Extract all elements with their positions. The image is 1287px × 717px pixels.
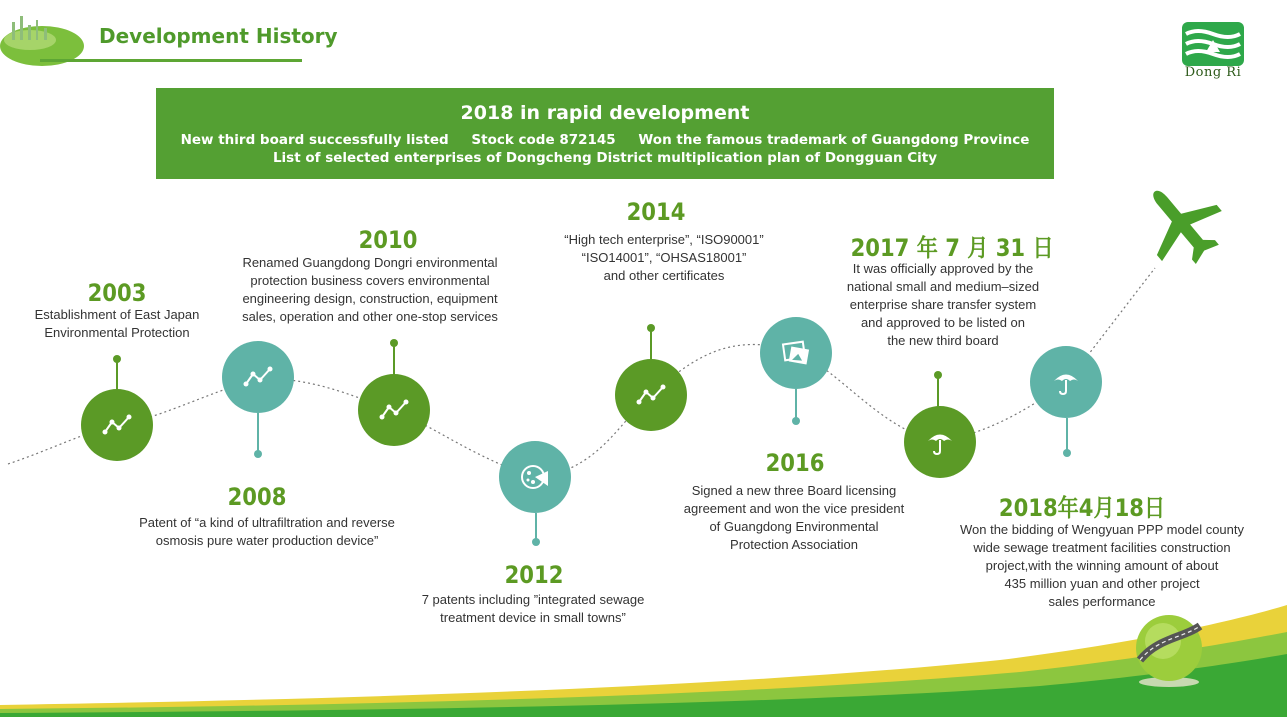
desc-line: and approved to be listed on bbox=[860, 315, 1026, 330]
year-2010: 2010 bbox=[358, 226, 418, 254]
connector-stem bbox=[393, 345, 395, 375]
desc-line: wide sewage treatment facilities construction bbox=[973, 540, 1231, 555]
desc-line: and other certificates bbox=[603, 268, 725, 283]
desc-line: Renamed Guangdong Dongri environmental bbox=[242, 255, 498, 270]
desc-line: treatment device in small towns” bbox=[440, 610, 626, 625]
connector-stem bbox=[650, 330, 652, 360]
banner-item: New third board successfully listed bbox=[180, 132, 449, 148]
desc-line: “High tech enterprise”, “ISO90001” bbox=[564, 232, 764, 247]
connector-stem bbox=[1066, 418, 1068, 451]
timeline-node-2010 bbox=[358, 374, 430, 446]
desc-line: Environmental Protection bbox=[44, 325, 190, 340]
event-desc-2010 bbox=[214, 254, 526, 326]
timeline-node-2018 bbox=[1030, 346, 1102, 418]
event-desc-2018 bbox=[936, 521, 1268, 611]
banner-item: Stock code 872145 bbox=[471, 132, 616, 148]
timeline-node-2017 bbox=[904, 406, 976, 478]
banner-line-2: List of selected enterprises of Dongcheng District multiplication plan of Dongguan City bbox=[272, 150, 938, 166]
desc-line: Establishment of East Japan bbox=[34, 307, 200, 322]
desc-line: enterprise share transfer system bbox=[849, 297, 1037, 312]
pizza-icon bbox=[520, 462, 550, 492]
dongri-logo-icon bbox=[1182, 22, 1244, 66]
title-underline bbox=[40, 59, 302, 62]
connector-dot bbox=[792, 417, 800, 425]
page-title: Development History bbox=[99, 24, 338, 48]
desc-line: the new third board bbox=[887, 333, 999, 348]
umbrella-icon bbox=[926, 428, 954, 456]
year-2003: 2003 bbox=[87, 279, 147, 307]
desc-line: Signed a new three Board licensing bbox=[691, 483, 897, 498]
desc-line: project,with the winning amount of about bbox=[985, 558, 1219, 573]
timeline-node-2003 bbox=[81, 389, 153, 461]
globe-road-icon bbox=[1128, 608, 1210, 688]
desc-line: of Guangdong Environmental bbox=[709, 519, 879, 534]
event-desc-2016 bbox=[652, 482, 936, 554]
banner-line-1 bbox=[156, 131, 1054, 149]
desc-line: osmosis pure water production device” bbox=[155, 533, 379, 548]
chart-icon bbox=[379, 399, 409, 421]
banner-item: Won the famous trademark of Guangdong Province bbox=[638, 132, 1030, 148]
banner-title: 2018 in rapid development bbox=[460, 102, 750, 124]
brand-name: Dong Ri bbox=[1184, 65, 1242, 80]
desc-line: protection business covers environmental bbox=[250, 273, 490, 288]
event-desc-2012 bbox=[386, 591, 680, 627]
connector-stem bbox=[795, 389, 797, 419]
event-desc-2008 bbox=[92, 514, 442, 550]
connector-stem bbox=[257, 413, 259, 451]
highlight-banner bbox=[156, 88, 1054, 179]
desc-line: Won the bidding of Wengyuan PPP model county bbox=[959, 522, 1245, 537]
desc-line: agreement and won the vice president bbox=[683, 501, 905, 516]
connector-stem bbox=[116, 361, 118, 389]
desc-line: Protection Association bbox=[730, 537, 858, 552]
desc-line: national small and medium–sized bbox=[846, 279, 1040, 294]
connector-dot bbox=[1063, 449, 1071, 457]
desc-line: Patent of “a kind of ultrafiltration and reverse bbox=[139, 515, 395, 530]
connector-stem bbox=[937, 377, 939, 407]
year-2016: 2016 bbox=[765, 449, 825, 477]
desc-line: It was officially approved by the bbox=[852, 261, 1034, 276]
year-2018: 2018年4月18日 bbox=[998, 494, 1166, 522]
chart-icon bbox=[636, 384, 666, 406]
desc-line: 7 patents including ”integrated sewage bbox=[421, 592, 645, 607]
chart-icon bbox=[243, 366, 273, 388]
airplane-icon bbox=[1138, 180, 1224, 266]
year-2017: 2017 年 7 月 31 日 bbox=[850, 234, 1054, 262]
connector-stem bbox=[535, 513, 537, 539]
timeline-node-2008 bbox=[222, 341, 294, 413]
chart-icon bbox=[102, 414, 132, 436]
desc-line: engineering design, construction, equipment bbox=[242, 291, 498, 306]
event-desc-2017 bbox=[820, 260, 1066, 350]
desc-line: “ISO14001”, “OHSAS18001” bbox=[581, 250, 747, 265]
timeline-node-2014 bbox=[615, 359, 687, 431]
photo-icon bbox=[781, 339, 811, 367]
connector-dot bbox=[254, 450, 262, 458]
event-desc-2014 bbox=[524, 231, 804, 285]
timeline-node-2012 bbox=[499, 441, 571, 513]
umbrella-icon bbox=[1052, 368, 1080, 396]
desc-line: 435 million yuan and other project bbox=[1004, 576, 1200, 591]
year-2014: 2014 bbox=[626, 198, 686, 226]
year-2012: 2012 bbox=[504, 561, 564, 589]
desc-line: sales performance bbox=[1048, 594, 1156, 609]
event-desc-2003 bbox=[12, 306, 222, 342]
year-2008: 2008 bbox=[227, 483, 287, 511]
connector-dot bbox=[532, 538, 540, 546]
desc-line: sales, operation and other one-stop services bbox=[242, 309, 498, 324]
